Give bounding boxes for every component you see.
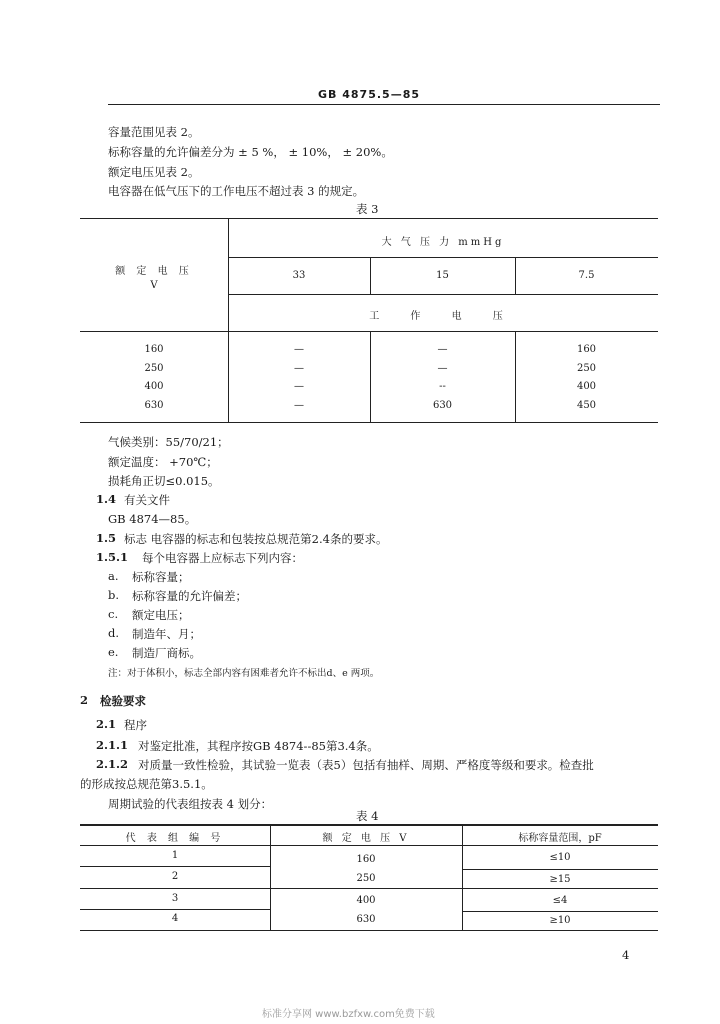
section-2-1-2-number: 2.1.2: [96, 757, 129, 771]
page-number: 4: [622, 948, 630, 962]
table4-rule: [80, 909, 270, 910]
list-item-text: 额定电压；: [132, 608, 190, 622]
intro-line-2: 标称容量的允许偏差分为 ± 5 %， ± 10%， ± 20%。: [108, 145, 393, 159]
pressure-33: 33: [292, 270, 306, 281]
section-1-4-title: 有关文件: [124, 493, 170, 507]
section-2-1-number: 2.1: [96, 717, 117, 731]
pressure-header: 大 气 压 力 mmHg: [381, 237, 505, 248]
section-1-5-1-text: 每个电容器上应标志下列内容：: [142, 551, 303, 565]
table3-cell: 450: [576, 400, 597, 411]
table4-cell: 2: [171, 871, 179, 882]
section-2-1-2-line1: 对质量一致性检验，其试验一览表（表5）包括有抽样、周期、严格度等级和要求。检查批: [138, 758, 594, 772]
rated-temperature: 额定温度： +70℃；: [108, 455, 218, 469]
pressure-7-5: 7.5: [578, 270, 595, 281]
intro-line-4: 电容器在低气压下的工作电压不超过表 3 的规定。: [108, 184, 365, 198]
list-item-letter: b.: [108, 588, 120, 602]
table4-caption: 表 4: [356, 809, 379, 823]
list-item-text: 制造厂商标。: [132, 646, 201, 660]
list-item-letter: e.: [108, 645, 119, 659]
table4-rule: [80, 888, 658, 889]
climate-category: 气候类别：55/70/21；: [108, 435, 229, 449]
section-2-number: 2: [80, 693, 89, 707]
section-2-1-title: 程序: [124, 718, 147, 732]
list-item-text: 标称容量；: [132, 570, 190, 584]
section-2-1-1-number: 2.1.1: [96, 738, 129, 752]
table3-cell: 630: [144, 400, 164, 411]
table3-caption: 表 3: [356, 202, 379, 216]
table4-cell: 3: [171, 893, 179, 904]
table4-rule: [462, 869, 658, 870]
table4-cell: ≤4: [552, 895, 568, 906]
section-2-title: 检验要求: [100, 694, 146, 708]
table3-rule: [80, 331, 658, 332]
table4-rule: [462, 911, 658, 912]
table3-cell: —: [437, 344, 448, 355]
table4-cell: ≥10: [549, 915, 571, 926]
table3-cell: —: [294, 344, 304, 355]
intro-line-1: 容量范围见表 2。: [108, 125, 200, 139]
table3-rule: [228, 257, 658, 258]
footer-watermark: 标准分享网 www.bzfxw.com免费下载: [262, 1009, 435, 1020]
table4-header-group: 代 表 组 编 号: [125, 833, 225, 844]
table4-top-rule: [80, 824, 658, 826]
table4-cell: 4: [171, 913, 179, 924]
table4-header-voltage: 额 定 电 压 V: [322, 833, 410, 844]
list-item-letter: d.: [108, 626, 120, 640]
periodic-test-line: 周期试验的代表组按表 4 划分：: [108, 797, 273, 811]
table4-cell: 630: [356, 914, 376, 925]
section-1-4-number: 1.4: [96, 492, 117, 506]
header-rule: [108, 104, 660, 105]
intro-line-3: 额定电压见表 2。: [108, 165, 200, 179]
note: 注：对于体积小，标志全部内容有困难者允许不标出d、e 两项。: [108, 668, 380, 679]
loss-tangent: 损耗角正切≤0.015。: [108, 474, 220, 488]
table4-bottom-rule: [80, 930, 658, 931]
list-item-text: 标称容量的允许偏差；: [132, 589, 247, 603]
table4-cell: 160: [356, 854, 376, 865]
pressure-15: 15: [436, 270, 449, 281]
table3-cell: —: [294, 400, 304, 411]
table3-bottom-rule: [80, 422, 658, 423]
table4-cell: ≤10: [549, 852, 571, 863]
table3-cell: 160: [144, 344, 164, 355]
table3-cell: —: [294, 363, 304, 374]
table4-cell: 250: [356, 873, 376, 884]
table3-cell: 160: [576, 344, 597, 355]
section-1-5-number: 1.5: [96, 531, 117, 545]
table4-header-range: 标称容量范围，pF: [518, 833, 602, 844]
table3-cell: 400: [144, 381, 164, 392]
document-code: GB 4875.5—85: [318, 88, 420, 101]
table3-top-rule: [80, 218, 658, 219]
list-item-text: 制造年、月；: [132, 627, 201, 641]
section-1-4-body: GB 4874—85。: [108, 512, 197, 526]
list-item-letter: c.: [108, 607, 119, 621]
working-voltage-header: 工 作 电 压: [369, 311, 517, 322]
table3-cell: 630: [432, 400, 453, 411]
section-1-5-1-number: 1.5.1: [96, 550, 129, 564]
table3-cell: 250: [576, 363, 597, 374]
section-2-1-2-line2: 的形成按总规范第3.5.1。: [80, 777, 213, 791]
table3-cell: —: [294, 381, 304, 392]
table3-cell: —: [437, 363, 448, 374]
table3-rule: [228, 294, 658, 295]
list-item-letter: a.: [108, 569, 119, 583]
table4-cell: 400: [356, 895, 376, 906]
table3-cell: 400: [576, 381, 597, 392]
section-2-1-1-text: 对鉴定批准，其程序按GB 4874--85第3.4条。: [138, 739, 379, 753]
rated-voltage-unit: V: [150, 280, 158, 291]
table4-cell: 1: [171, 850, 179, 861]
rated-voltage-header: 额 定 电 压: [115, 266, 193, 277]
table3-cell: --: [439, 381, 446, 392]
table3-cell: 250: [144, 363, 164, 374]
table4-rule: [80, 845, 658, 846]
section-1-5-text: 标志 电容器的标志和包装按总规范第2.4条的要求。: [124, 532, 388, 546]
table4-rule: [80, 866, 270, 867]
table4-cell: ≥15: [549, 874, 571, 885]
